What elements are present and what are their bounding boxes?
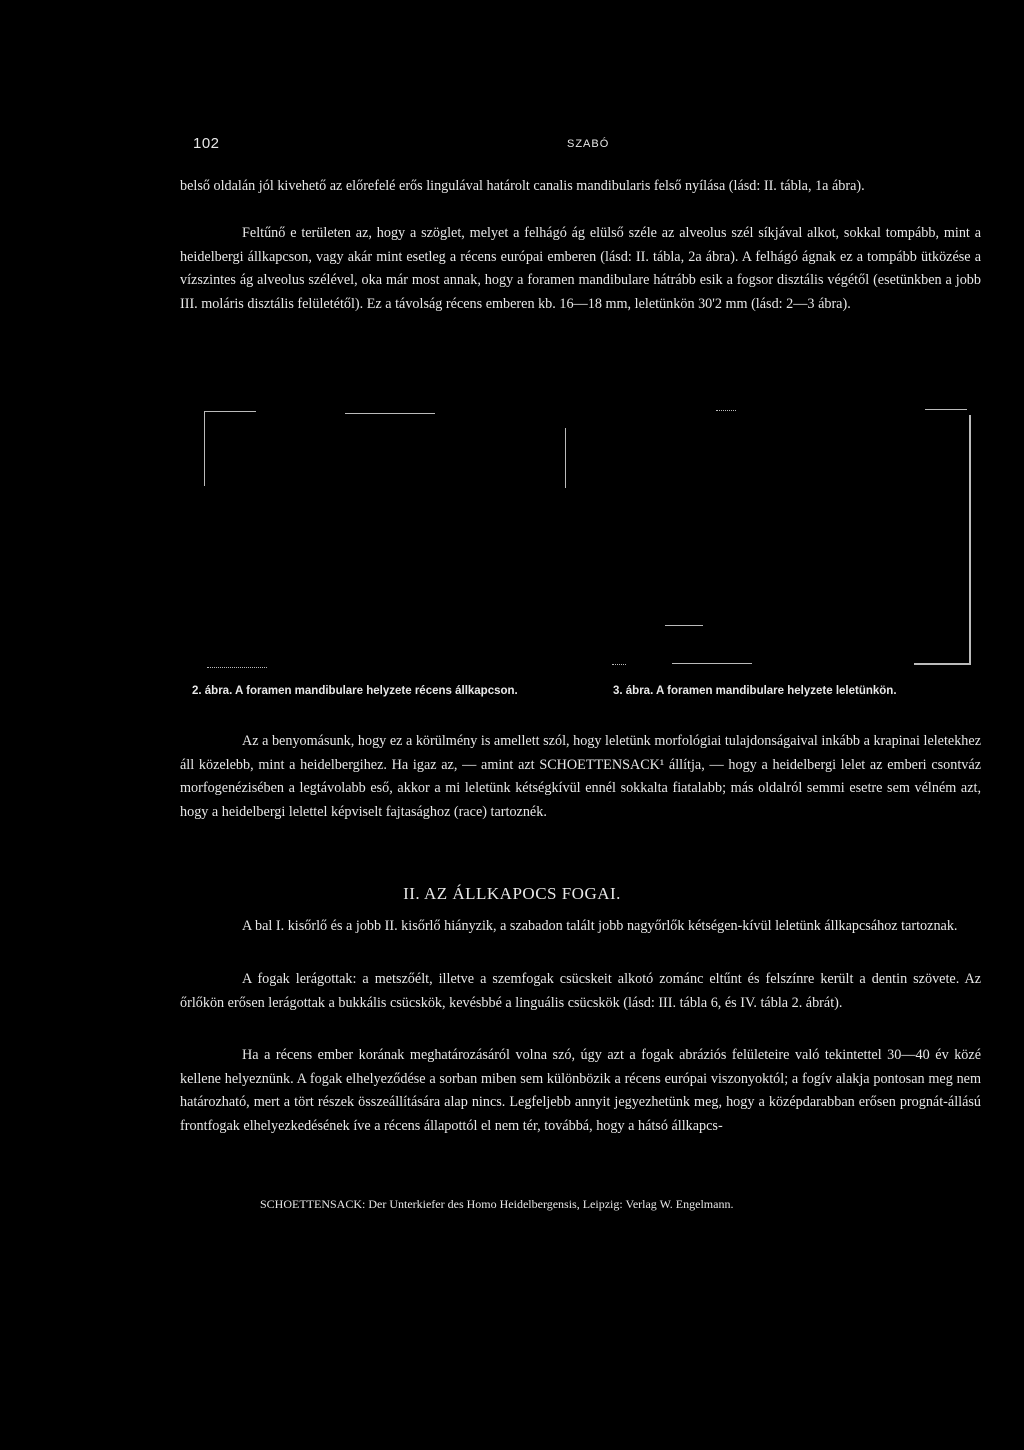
paragraph-conclusion: Az a benyomásunk, hogy ez a körülmény is amellett szól, hogy leletünk morfológiai tulajdonságaival inkább a krapinai leletekhez áll közelebb, mint a heidelbergihez. Ha igaz az, — amint azt SCHOETTENSACK¹ állítja, — hogy a heidelbergi lelet az emberi csontváz morfogenézisében a legtávolabb eső, akkor a mi leletünk kétségkívül ennél sokkalta fiatalabb; más oldalról semmi esetre sem vélném azt, hogy a heidelbergi lelettel képviselt fajtasághoz (race) tartoznék.: [180, 733, 981, 820]
section-title: II. AZ ÁLLKAPOCS FOGAI.: [403, 884, 621, 903]
running-head-author: SZABÓ: [567, 138, 610, 150]
paragraph-missing-teeth: A bal I. kisőrlő és a jobb II. kisőrlő hiányzik, a szabadon talált jobb nagyőrlők kétségen-kívül leletünk állkapcsához tartoznak.: [242, 918, 958, 934]
paragraph-foramen: Feltűnő e területen az, hogy a szöglet, melyet a felhágó ág elülső széle az alveolus szél síkjával alkot, sokkal tompább, mint a heidelbergi állkapcson, vagy akár mint esetleg a récens európai emberen (lásd: II. tábla, 2a ábra). A felhágó ágnak ez a tompább ütközése a vízszintes ág alveolus szélével, oka már most annak, hogy a foramen mandibulare hátrább esik a fogsor disztális végétől (esetünkben a jobb III. moláris disztális felületétől). Ez a távolság récens emberen kb. 16—18 mm, leletünkön 30'2 mm (lásd: 2—3 ábra).: [180, 225, 981, 312]
paragraph-age: Ha a récens ember korának meghatározásáról volna szó, úgy azt a fogak abráziós felületeire való tekintettel 30—40 év közé kellene helyeznünk. A fogak elhelyeződése a sorban miben sem különbözik a récens európai viszonyoktól; a fogív alakja pontosan meg nem határozható, mert a tört részek összeállítására alap nincs. Legfeljebb annyit jegyezhetünk meg, hogy a középdarabban erősen prognát-állású frontfogak elhelyezkedésének íve a récens állapottól el nem tér, továbbá, hogy a hátsó állkapcs-: [180, 1047, 981, 1134]
footnote: SCHOETTENSACK: Der Unterkiefer des Homo Heidelbergensis, Leipzig: Verlag W. Engelmann.: [260, 1197, 734, 1211]
figure-3-caption: 3. ábra. A foramen mandibulare helyzete leletünkön.: [613, 685, 897, 697]
paragraph-continued: belső oldalán jól kivehető az előrefelé erős lingulával határolt canalis mandibularis felső nyílása (lásd: II. tábla, 1a ábra).: [180, 178, 865, 194]
paragraph-wear: A fogak lerágottak: a metszőélt, illetve a szemfogak csücskeit alkotó zománc eltűnt és felszínre került a dentin szövete. Az őrlőkön erősen lerágottak a bukkális csücskök, kevésbbé a linguális csücskök (lásd: III. tábla 6, és IV. tábla 2. ábrát).: [180, 971, 981, 1011]
page-number: 102: [193, 135, 220, 152]
figure-2-caption: 2. ábra. A foramen mandibulare helyzete récens állkapcson.: [192, 685, 518, 697]
